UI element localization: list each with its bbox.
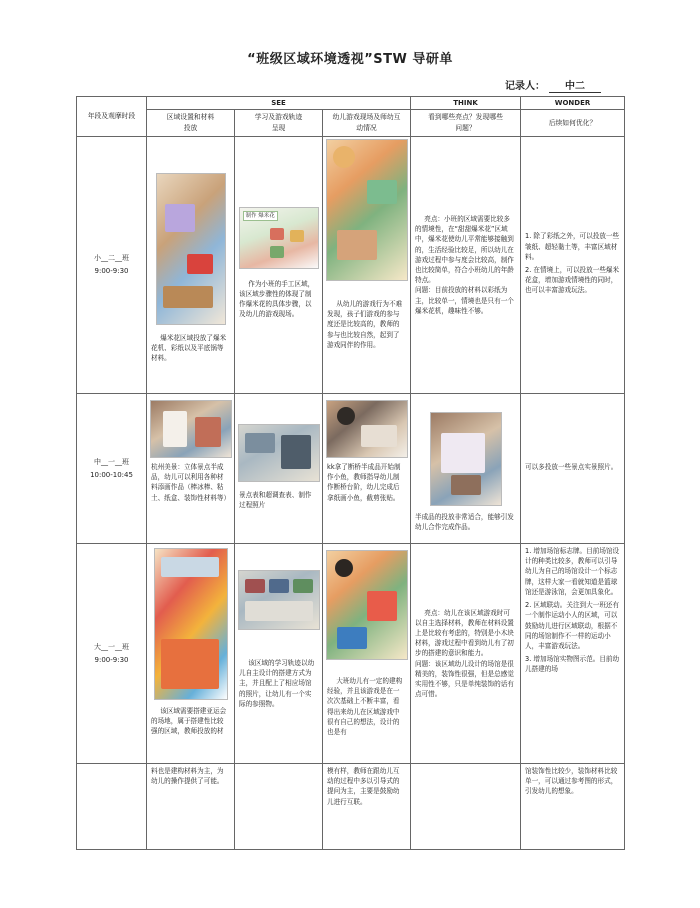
interaction-text-continued: 模有样，教师在跟幼儿互动的过程中多以引导式的提问为主，主要是鼓励幼儿进行互联。 (327, 767, 400, 806)
period-cell-empty (77, 764, 147, 850)
wonder-cell (521, 544, 625, 764)
interaction-cell (323, 764, 411, 850)
interaction-photo (326, 139, 408, 281)
wonder-item: 1. 增加场馆标志牌。目前场馆设计的种类比较多，教师可以引导幼儿为自己的场馆设计一个标志牌，这样大家一看就知道是篮球馆还是游泳馆，会更加具象化。 (525, 547, 620, 596)
materials-cell (147, 544, 235, 764)
class-name: 小__二__班 (94, 254, 129, 263)
time-range: 9:00-9:30 (94, 655, 129, 664)
header-see-track: 学习及游戏轨迹呈现 (235, 110, 323, 137)
track-text: 作为小班的手工区域，该区域步骤性的体现了制作爆米花的具体步骤，以及幼儿的游戏现场。 (239, 279, 315, 319)
materials-text-continued: 料也是建构材料为主，为幼儿的操作提供了可能。 (151, 767, 224, 786)
header-period: 年段及观摩时段 (77, 97, 147, 137)
think-photo (430, 412, 502, 506)
stw-table (76, 96, 625, 850)
header-see-materials: 区域设置和材料投放 (147, 110, 235, 137)
interaction-text: 从幼儿的游戏行为不难发现，孩子们游戏的参与度还是比较高的，教师的参与也比较自然，起到了游戏同伴的作用。 (327, 300, 403, 349)
header-see-interaction: 幼儿游戏现场及师幼互动情况 (323, 110, 411, 137)
materials-photo (150, 400, 232, 458)
materials-cell (147, 394, 235, 544)
wonder-item: 1. 除了彩纸之外，可以投放一些皱纸、超轻黏土等，丰富区域材料。 (525, 232, 620, 261)
wonder-cell (521, 137, 625, 394)
row-middle-1 (77, 394, 625, 544)
track-cell (235, 137, 323, 394)
header-think-sub: 看到哪些亮点？发现哪些问题？ (411, 110, 521, 137)
track-cell (235, 394, 323, 544)
interaction-photo (326, 400, 408, 458)
track-photo (238, 570, 320, 630)
header-think: THINK (411, 97, 521, 110)
time-range: 10:00-10:45 (90, 470, 133, 479)
track-cell-empty (235, 764, 323, 850)
think-cell (411, 137, 521, 394)
track-text: 该区域的学习轨迹以幼儿自主设计的搭建方式为主，并且配上了相应场馆的照片，让幼儿有一个实际的参照物。 (239, 659, 315, 708)
recorder-line (505, 77, 601, 93)
think-text: 半成品的投放非常适合，能够引发幼儿合作完成作品。 (415, 513, 514, 532)
recorder-value: 中二 (549, 77, 601, 93)
class-name: 中__一__班 (94, 457, 129, 466)
wonder-list (521, 229, 624, 300)
row-continuation (77, 764, 625, 850)
materials-photo (154, 548, 228, 700)
wonder-item: 可以多投放一些景点实景照片。 (525, 462, 618, 471)
materials-text: 爆米花区域投放了爆米花机、彩纸以及平底锅等材料。 (151, 333, 227, 363)
interaction-cell (323, 544, 411, 764)
track-photo (238, 424, 320, 482)
think-text: 亮点：幼儿在该区域游戏时可以自主选择材料，教师在材料设置上是比较有考虑的，特别是小木块材料，游戏过程中看到幼儿有了初步的搭建的意识和能力。 问题：该区域幼儿设计的场馆是很精美的，装饰性很强，但是总感觉实用性不够，只是单纯装饰的话有点可惜。 (415, 608, 514, 699)
photo-sign: 制作 爆米花 (243, 211, 278, 222)
row-small-2 (77, 137, 625, 394)
wonder-list (521, 460, 624, 477)
wonder-cell (521, 394, 625, 544)
materials-text: 该区域需要搭建亚运会的场地，属于搭建性比较强的区域，教师投放的材 (151, 707, 227, 736)
interaction-photo (326, 550, 408, 660)
wonder-text-continued: 馆装饰性比较少，装饰材料比较单一，可以通过参考图的形式，引发幼儿的想象。 (525, 767, 618, 796)
wonder-cell (521, 764, 625, 850)
period-cell (77, 544, 147, 764)
recorder-label: 记录人： (505, 81, 545, 92)
track-cell (235, 544, 323, 764)
track-photo (239, 207, 319, 269)
wonder-item: 3. 增加场馆实物图示范。目前幼儿搭建的场 (525, 655, 620, 674)
header-see: SEE (147, 97, 411, 110)
materials-cell (147, 764, 235, 850)
interaction-cell (323, 137, 411, 394)
think-text: 亮点：小班的区域需要比较多的情境性，在“甜甜爆米花”区域中，爆米花使幼儿平常能够接触到的，生活经验比较足，所以幼儿在游戏过程中参与度会比较高，制作也比较简单，符合小班幼儿的年龄特点。 问题：目前投放的材料以彩纸为主，比较单一，情境也是只有一个爆米花机，趣味性不够。 (415, 214, 514, 315)
wonder-item: 2. 在情境上，可以投放一些爆米花盒，增加游戏情境性的同时，也可以丰富游戏玩法。 (525, 266, 620, 295)
materials-text: 杭州美景：立体景点半成品，幼儿可以利用各种材料添画作品（棒冰棒、粘土、纸盒、装饰性材料等） (151, 463, 231, 502)
think-cell (411, 394, 521, 544)
header-wonder-sub: 后续如何优化？ (521, 110, 625, 137)
wonder-item: 2. 区域联动。关注到大一班还有一个制作运动小人的区域，可以鼓励幼儿进行区域联动，根据不同的场馆制作不一样的运动小人，丰富游戏玩法。 (525, 601, 620, 650)
period-cell (77, 394, 147, 544)
materials-cell (147, 137, 235, 394)
wonder-list (521, 544, 624, 680)
row-large-1 (77, 544, 625, 764)
track-text: 景点表和超调查表、制作过程照片 (239, 491, 312, 510)
interaction-cell (323, 394, 411, 544)
header-wonder: WONDER (521, 97, 625, 110)
think-cell-empty (411, 764, 521, 850)
period-cell (77, 137, 147, 394)
class-name: 大__一__班 (94, 642, 129, 651)
document-title: “班级区域环境透视”STW 导研单 (247, 52, 453, 67)
time-range: 9:00-9:30 (94, 267, 129, 275)
interaction-text: 大班幼儿有一定的建构经验，并且该游戏是在一次次基础上不断丰富，看得出来幼儿在区域游戏中很有自己的想法，设计的也是有 (327, 677, 403, 737)
interaction-text: kk拿了断桥半成品开始制作小鱼，教师指导幼儿制作断桥台阶，幼儿完成后拿纸画小鱼，截剪张贴。 (327, 463, 401, 502)
materials-photo (156, 173, 226, 325)
think-cell (411, 544, 521, 764)
